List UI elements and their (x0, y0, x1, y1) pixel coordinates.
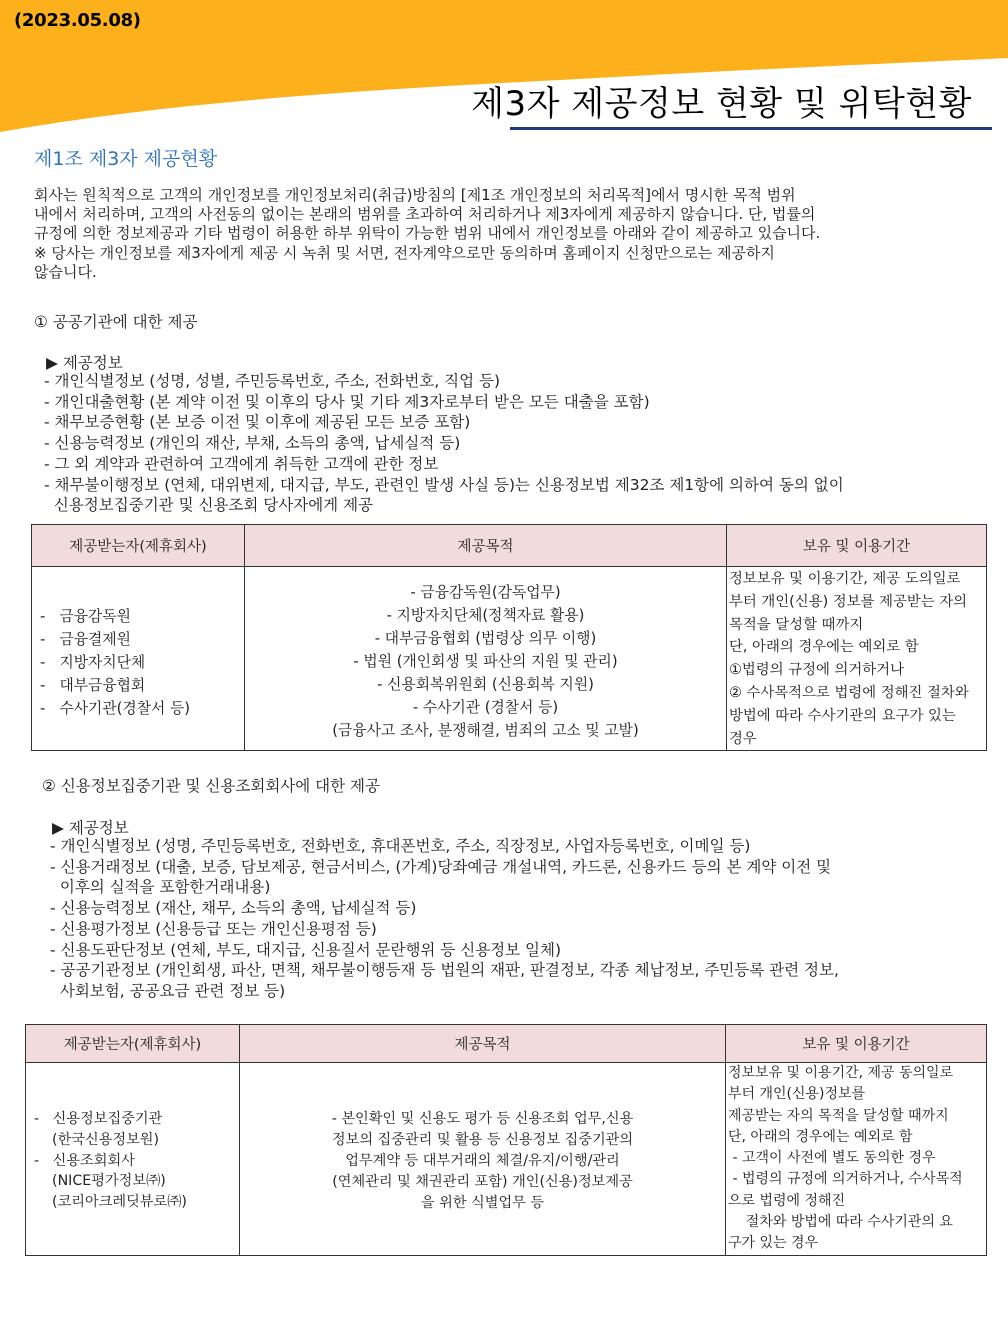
table-header-retention: 보유 및 이용기간 (726, 1025, 987, 1063)
retention-line: ② 수사목적으로 법령에 정해진 절차와 (729, 684, 969, 701)
list-item: - 공공기관정보 (개인회생, 파산, 면책, 채무불이행등재 등 법원의 재판, 판결정보, 각종 체납정보, 주민등록 관련 정보, (50, 961, 839, 980)
purpose-item: - 법원 (개인회생 및 파산의 지원 및 관리) (353, 653, 618, 671)
recipient-item: - 대부금융협회 (40, 677, 146, 695)
purpose-item: - 신용회복위원회 (신용회복 지원) (377, 676, 594, 694)
list-item: - 채무보증현황 (본 보증 이전 및 이후에 제공된 모든 보증 포함) (44, 413, 471, 432)
recipient-item: (한국신용정보원) (34, 1131, 160, 1148)
section1-info-label: ▶ 제공정보 (46, 354, 123, 372)
retention-line: - 법령의 규정에 의거하거나, 수사목적 (728, 1171, 963, 1188)
section1-table (31, 524, 987, 751)
retention-line: 경우 (729, 730, 757, 747)
purpose-item: (연체관리 및 채권관리 포함) 개인(신용)정보제공 (332, 1173, 633, 1190)
list-item: - 신용평가정보 (신용등급 또는 개인신용평점 등) (50, 919, 377, 938)
retention-line: 으로 법령에 정해진 (728, 1192, 846, 1209)
section2-title: ② 신용정보집중기관 및 신용조회회사에 대한 제공 (42, 777, 380, 795)
retention-line: 정보보유 및 이용기간, 제공 동의일로 (728, 1065, 954, 1081)
section1-info-list (44, 371, 844, 516)
retention-cell (727, 567, 987, 751)
intro-line: 규정에 의한 정보제공과 기타 법령이 허용한 하부 위탁이 가능한 범위 내에서 개인정보를 아래와 같이 제공하고 있습니다. (34, 224, 821, 243)
purpose-item: 정보의 집중관리 및 활용 등 신용정보 집중기관의 (331, 1131, 634, 1148)
section2-info-list (50, 836, 839, 1002)
retention-line: 절차와 방법에 따라 수사기관의 요 (728, 1214, 953, 1231)
intro-line: 않습니다. (34, 262, 97, 281)
list-item: - 신용거래정보 (대출, 보증, 담보제공, 현금서비스, (가계)당좌예금 개설내역, 카드론, 신용카드 등의 본 계약 이전 및 (50, 857, 832, 876)
recipient-item: (NICE평가정보㈜) (34, 1173, 166, 1190)
table-header-recipient: 제공받는자(제휴회사) (26, 1025, 240, 1063)
retention-line: - 고객이 사전에 별도 동의한 경우 (728, 1150, 936, 1167)
retention-line: 부터 개인(신용) 정보를 제공받는 자의 (729, 593, 968, 610)
intro-line: 회사는 원칙적으로 고객의 개인정보를 개인정보처리(취급)방침의 [제1조 개인정보의 처리목적]에서 명시한 목적 범위 (34, 186, 796, 204)
retention-cell (726, 1063, 987, 1256)
list-item: - 개인식별정보 (성명, 성별, 주민등록번호, 주소, 전화번호, 직업 등) (44, 372, 501, 390)
retention-line: 단, 아래의 경우에는 예외로 함 (728, 1128, 913, 1145)
recipient-item: - 금융결제원 (40, 631, 131, 649)
intro-paragraph (34, 186, 974, 282)
table-header-recipient: 제공받는자(제휴회사) (32, 525, 245, 567)
retention-line: 목적을 달성할 때까지 (729, 616, 864, 633)
table-header-retention: 보유 및 이용기간 (727, 525, 987, 567)
list-item: - 신용능력정보 (재산, 채무, 소득의 총액, 납세실적 등) (50, 899, 417, 918)
recipient-item: - 수사기관(경찰서 등) (40, 700, 191, 718)
purpose-item: - 본인확인 및 신용도 평가 등 신용조회 업무,신용 (331, 1110, 634, 1127)
list-item: 이후의 실적을 포함한거래내용) (50, 878, 271, 897)
retention-line: 방법에 따라 수사기관의 요구가 있는 (729, 707, 956, 724)
intro-line: ※ 당사는 개인정보를 제3자에게 제공 시 녹취 및 서면, 전자계약으로만 동의하며 홈페이지 신청만으로는 제공하지 (34, 243, 775, 262)
table-header-purpose: 제공목적 (245, 525, 727, 567)
purpose-cell (240, 1063, 726, 1256)
purpose-item: - 수사기관 (경찰서 등) (412, 699, 559, 717)
section2-info-label: ▶ 제공정보 (52, 819, 129, 837)
recipient-item: - 신용조회회사 (34, 1152, 135, 1169)
recipient-item: - 신용정보집중기관 (34, 1111, 163, 1127)
list-item: - 채무불이행정보 (연체, 대위변제, 대지급, 부도, 관련인 발생 사실 등)는 신용정보법 제32조 제1항에 의하여 동의 없이 (44, 475, 844, 494)
title-underline (510, 127, 992, 130)
retention-line: 부터 개인(신용)정보를 (728, 1086, 866, 1103)
recipient-item: (코리아크레딧뷰로㈜) (34, 1194, 187, 1211)
retention-line: 정보보유 및 이용기간, 제공 도의일로 (729, 571, 961, 587)
list-item: - 개인식별정보 (성명, 주민등록번호, 전화번호, 휴대폰번호, 주소, 직장정보, 사업자등록번호, 이메일 등) (50, 837, 751, 855)
list-item: - 개인대출현황 (본 계약 이전 및 이후의 당사 및 기타 제3자로부터 받은 모든 대출을 포함) (44, 392, 650, 411)
page-title: 제3자 제공정보 현황 및 위탁현황 (471, 84, 972, 124)
list-item: - 그 외 계약과 관련하여 고객에게 취득한 고객에 관한 정보 (44, 454, 439, 473)
table-header-purpose: 제공목적 (240, 1025, 726, 1063)
purpose-item: 을 위한 식별업무 등 (420, 1194, 545, 1211)
list-item: - 신용능력정보 (개인의 재산, 부채, 소득의 총액, 납세실적 등) (44, 434, 461, 453)
section2-table (25, 1024, 987, 1256)
purpose-item: (금융사고 조사, 분쟁해결, 범죄의 고소 및 고발) (332, 722, 639, 740)
purpose-item: - 대부금융협회 (법령상 의무 이행) (374, 630, 597, 648)
list-item: 신용정보집중기관 및 신용조회 당사자에게 제공 (44, 496, 374, 515)
intro-line: 내에서 처리하며, 고객의 사전동의 없이는 본래의 범위를 초과하여 처리하거나 제3자에게 제공하지 않습니다. 단, 법률의 (34, 205, 816, 224)
purpose-cell (245, 567, 727, 751)
retention-line: 제공받는 자의 목적을 달성할 때까지 (728, 1107, 949, 1124)
section1-title: ① 공공기관에 대한 제공 (34, 313, 198, 331)
retention-line: ①법령의 규정에 의거하거나 (729, 662, 904, 679)
purpose-item: - 지방자치단체(정책자료 활용) (386, 607, 585, 625)
recipient-cell (26, 1063, 240, 1256)
purpose-item: 업무계약 등 대부거래의 체결/유지/이행/관리 (345, 1152, 620, 1169)
retention-line: 구가 있는 경우 (728, 1235, 819, 1252)
list-item: 사회보험, 공공요금 관련 정보 등) (50, 981, 286, 1000)
recipient-item: - 금융감독원 (40, 608, 131, 626)
article-title: 제1조 제3자 제공현황 (34, 148, 218, 170)
purpose-item: - 금융감독원(감독업무) (410, 584, 561, 602)
list-item: - 신용도판단정보 (연체, 부도, 대지급, 신용질서 문란행위 등 신용정보 일체) (50, 940, 562, 959)
recipient-item: - 지방자치단체 (40, 654, 146, 672)
recipient-cell (32, 567, 245, 751)
document-date: (2023.05.08) (14, 10, 141, 31)
retention-line: 단, 아래의 경우에는 예외로 함 (729, 639, 919, 656)
